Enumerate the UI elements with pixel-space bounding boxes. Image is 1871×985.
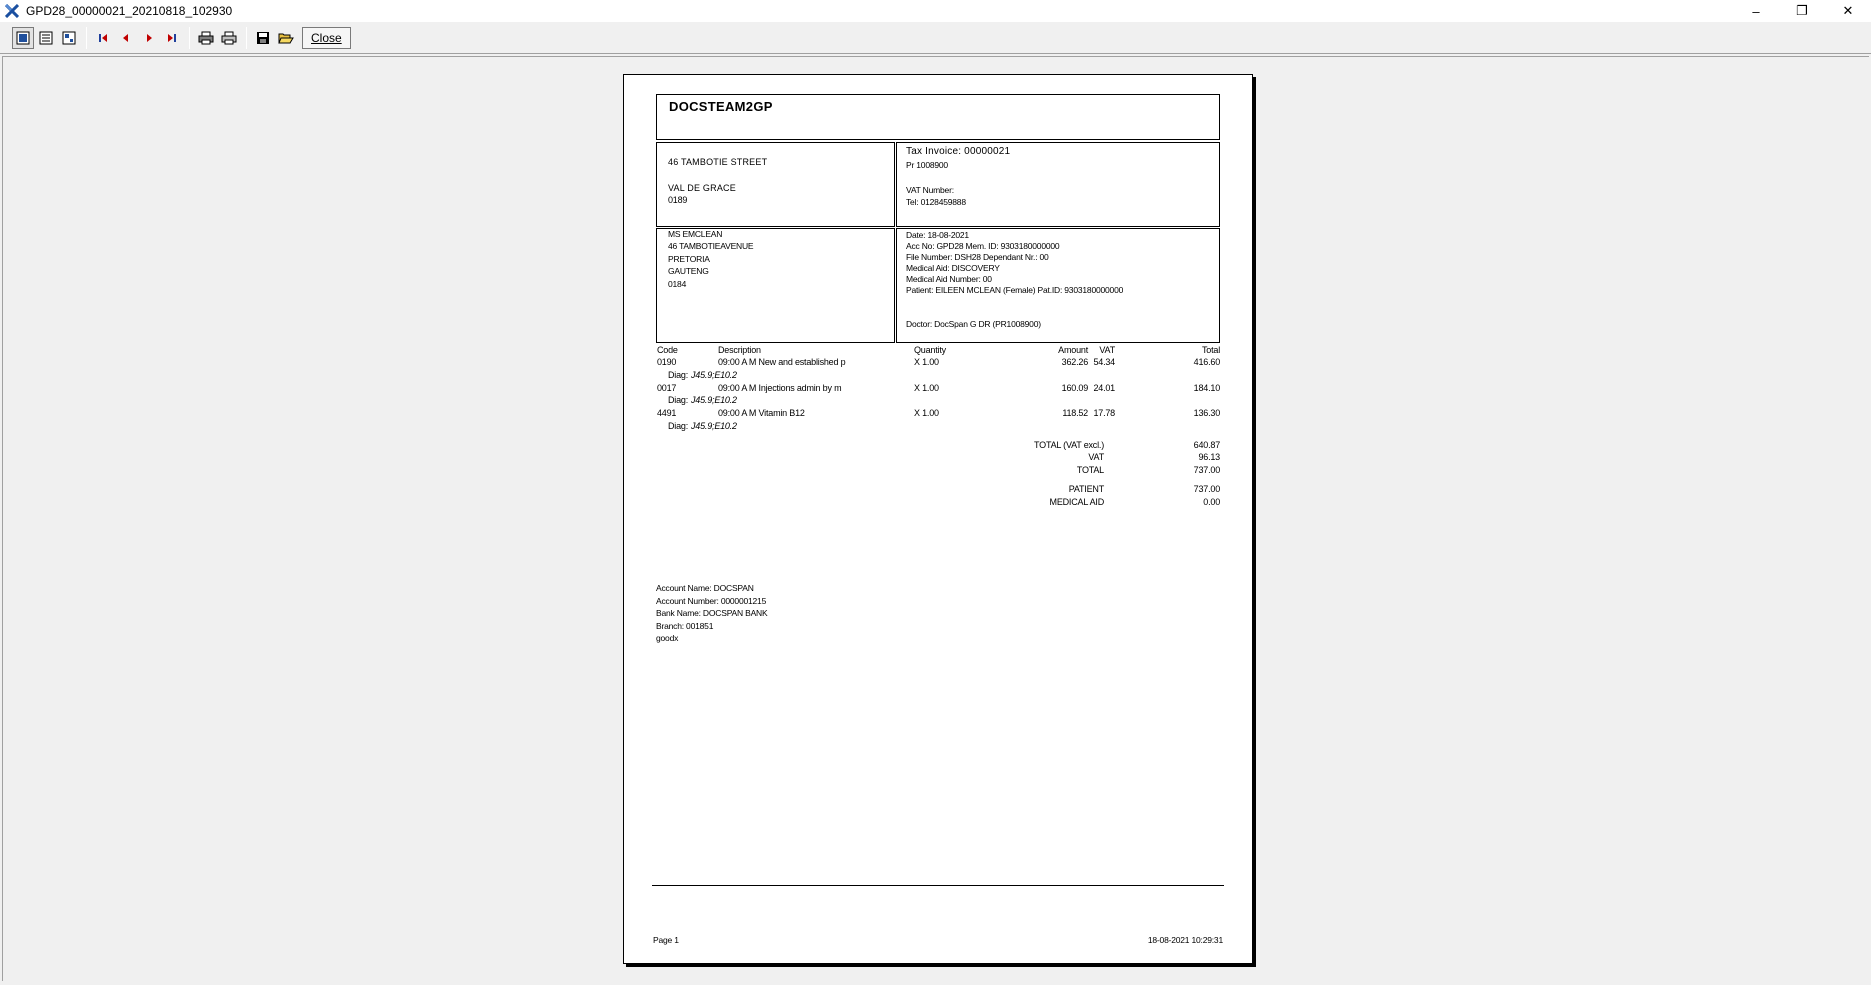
patient-address-line: 46 TAMBOTIEAVENUE xyxy=(668,241,754,251)
line-code: 0017 xyxy=(657,383,677,393)
first-page-icon[interactable] xyxy=(92,27,114,49)
practice-address-line2: VAL DE GRACE xyxy=(668,183,736,193)
single-page-icon[interactable] xyxy=(12,27,34,49)
line-total: 136.30 xyxy=(1193,408,1220,418)
total-excl-value: 640.87 xyxy=(1193,440,1220,450)
close-button[interactable]: Close xyxy=(302,27,351,49)
line-diag: J45.9;E10.2 xyxy=(691,421,737,431)
line-amount: 160.09 xyxy=(1061,383,1088,393)
patient-address-line: PRETORIA xyxy=(668,254,710,264)
line-code: 0190 xyxy=(657,357,677,367)
next-page-icon[interactable] xyxy=(138,27,160,49)
company-name: DOCSTEAM2GP xyxy=(669,99,773,114)
column-header-amount: Amount xyxy=(1058,345,1088,355)
telephone: Tel: 0128459888 xyxy=(906,197,966,207)
bank-account-name: Account Name: DOCSPAN xyxy=(656,583,754,593)
column-header-description: Description xyxy=(718,345,761,355)
toolbar-separator xyxy=(86,27,87,49)
line-diag-label: Diag: xyxy=(668,370,689,380)
column-header-code: Code xyxy=(657,345,678,355)
practice-address-line1: 46 TAMBOTIE STREET xyxy=(668,157,768,167)
tax-invoice-box xyxy=(896,142,1220,227)
total-vat-value: 96.13 xyxy=(1198,452,1220,462)
line-quantity: X 1.00 xyxy=(914,408,939,418)
line-amount: 118.52 xyxy=(1062,408,1088,418)
line-vat: 17.78 xyxy=(1093,408,1115,418)
line-description: 09:00 A M Injections admin by m xyxy=(718,383,842,393)
practice-number: Pr 1008900 xyxy=(906,160,948,170)
patient-portion-value: 737.00 xyxy=(1193,484,1220,494)
total-excl-label: TOTAL (VAT excl.) xyxy=(1034,440,1104,450)
invoice-page xyxy=(623,74,1253,964)
line-amount: 362.26 xyxy=(1061,357,1088,367)
bank-note: goodx xyxy=(656,633,679,643)
toolbar xyxy=(0,22,1871,54)
column-header-vat: VAT xyxy=(1099,345,1115,355)
line-vat: 24.01 xyxy=(1093,383,1115,393)
toolbar-separator xyxy=(246,27,247,49)
print-timestamp: 18-08-2021 10:29:31 xyxy=(1147,935,1223,945)
toolbar-separator xyxy=(189,27,190,49)
restore-button[interactable]: ❐ xyxy=(1796,3,1808,18)
print-icon[interactable] xyxy=(218,27,240,49)
practice-address-line3: 0189 xyxy=(668,195,688,205)
open-icon[interactable] xyxy=(275,27,297,49)
total-value: 737.00 xyxy=(1193,465,1220,475)
zoom-fit-icon[interactable] xyxy=(58,27,80,49)
save-icon[interactable] xyxy=(252,27,274,49)
account-number: Acc No: GPD28 Mem. ID: 9303180000000 xyxy=(906,241,1060,251)
line-quantity: X 1.00 xyxy=(914,383,939,393)
page-number: Page 1 xyxy=(653,935,679,945)
doctor-name: Doctor: DocSpan G DR (PR1008900) xyxy=(906,319,1041,329)
prev-page-icon[interactable] xyxy=(115,27,137,49)
medical-aid: Medical Aid: DISCOVERY xyxy=(906,263,1000,273)
vat-number: VAT Number: xyxy=(906,185,954,195)
multi-page-icon[interactable] xyxy=(35,27,57,49)
line-diag-label: Diag: xyxy=(668,395,689,405)
line-code: 4491 xyxy=(657,408,677,418)
window-close-button[interactable]: ✕ xyxy=(1842,3,1854,18)
practice-address-box xyxy=(656,142,895,227)
patient-address-line: GAUTENG xyxy=(668,266,709,276)
bank-name: Bank Name: DOCSPAN BANK xyxy=(656,608,768,618)
file-number: File Number: DSH28 Dependant Nr.: 00 xyxy=(906,252,1049,262)
bank-branch: Branch: 001851 xyxy=(656,621,714,631)
line-vat: 54.34 xyxy=(1093,357,1115,367)
line-quantity: X 1.00 xyxy=(914,357,939,367)
invoice-date: Date: 18-08-2021 xyxy=(906,230,969,240)
line-diag: J45.9;E10.2 xyxy=(691,370,737,380)
total-label: TOTAL xyxy=(1076,465,1104,475)
company-header-box xyxy=(656,94,1220,140)
patient-address-box xyxy=(656,228,895,343)
patient-portion-label: PATIENT xyxy=(1068,484,1104,494)
window-controls xyxy=(1733,0,1871,22)
line-diag-label: Diag: xyxy=(668,421,689,431)
line-diag: J45.9;E10.2 xyxy=(691,395,737,405)
medical-aid-portion-label: MEDICAL AID xyxy=(1049,497,1104,507)
total-vat-label: VAT xyxy=(1088,452,1104,462)
patient-name: Patient: EILEEN MCLEAN (Female) Pat.ID: 9303180000000 xyxy=(906,285,1124,295)
title-bar xyxy=(0,0,1871,22)
column-header-quantity: Quantity xyxy=(914,345,946,355)
app-icon xyxy=(4,3,20,19)
tax-invoice-title: Tax Invoice: 00000021 xyxy=(906,146,1011,157)
line-total: 416.60 xyxy=(1193,357,1220,367)
column-header-total: Total xyxy=(1201,345,1220,355)
line-description: 09:00 A M Vitamin B12 xyxy=(718,408,805,418)
patient-address-line: MS EMCLEAN xyxy=(668,229,723,239)
invoice-details-box xyxy=(896,228,1220,343)
medical-aid-number: Medical Aid Number: 00 xyxy=(906,274,992,284)
minimize-button[interactable]: – xyxy=(1752,3,1760,19)
print-setup-icon[interactable] xyxy=(195,27,217,49)
bank-account-number: Account Number: 0000001215 xyxy=(656,596,767,606)
footer-divider xyxy=(652,885,1224,886)
last-page-icon[interactable] xyxy=(161,27,183,49)
window-title: GPD28_00000021_20210818_102930 xyxy=(26,4,233,18)
line-total: 184.10 xyxy=(1193,383,1220,393)
medical-aid-portion-value: 0.00 xyxy=(1203,497,1220,507)
line-description: 09:00 A M New and established p xyxy=(718,357,846,367)
patient-address-line: 0184 xyxy=(668,279,687,289)
